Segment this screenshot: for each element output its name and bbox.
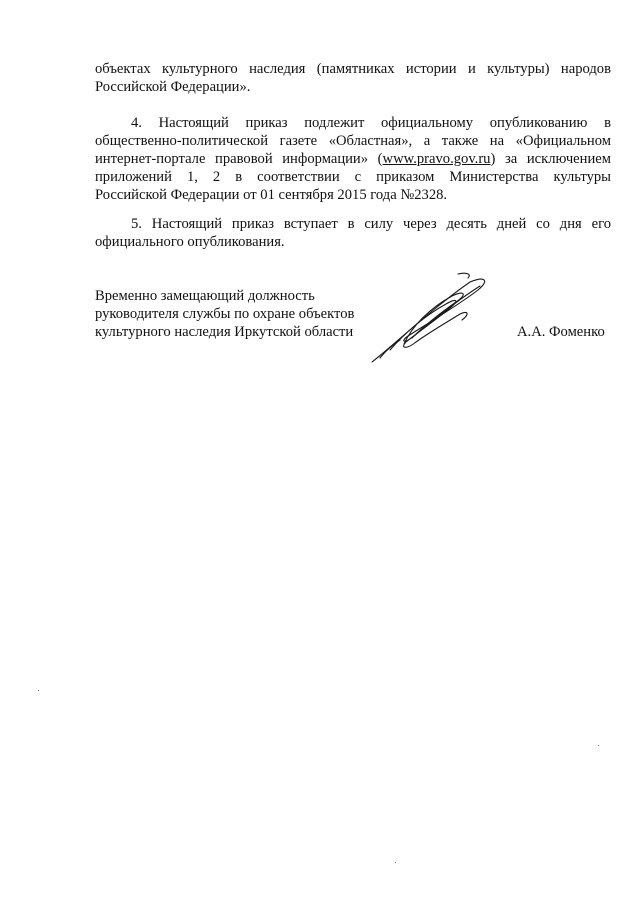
text-line: 4. Настоящий приказ подлежит официальному опубликованию в (131, 115, 611, 131)
paragraph-continuation (95, 60, 611, 96)
text-line: официального опубликования. (95, 234, 285, 250)
pravo-gov-link[interactable]: www.pravo.gov.ru (382, 151, 491, 167)
text-segment: ) за исключением (490, 151, 611, 167)
text-line: общественно-политической газете «Областная», а также на «Официальном (95, 133, 611, 149)
signer-position-line: Временно замещающий должность (95, 288, 315, 304)
paragraph-4 (95, 114, 611, 204)
signer-name: А.А. Фоменко (517, 324, 605, 340)
text-line: объектах культурного наследия (памятниках истории и культуры) народов (95, 61, 611, 77)
signer-position-line: руководителя службы по охране объектов (95, 306, 355, 322)
text-line: Российской Федерации от 01 сентября 2015 года №2328. (95, 187, 448, 203)
text-line-with-link (95, 150, 611, 168)
paragraph-5 (95, 215, 611, 251)
signer-position (95, 287, 354, 341)
text-segment: интернет-портале правовой информации» ( (95, 151, 383, 167)
signer-position-line: культурного наследия Иркутской области (95, 324, 354, 340)
text-line: приложений 1, 2 в соответствии с приказом Министерства культуры (95, 169, 611, 185)
scan-speck (395, 862, 396, 863)
scan-speck (38, 690, 39, 691)
handwritten-signature (360, 270, 500, 370)
scan-speck (598, 745, 599, 746)
text-line: Российской Федерации». (95, 79, 251, 95)
text-line: 5. Настоящий приказ вступает в силу через десять дней со дня его (131, 216, 611, 232)
